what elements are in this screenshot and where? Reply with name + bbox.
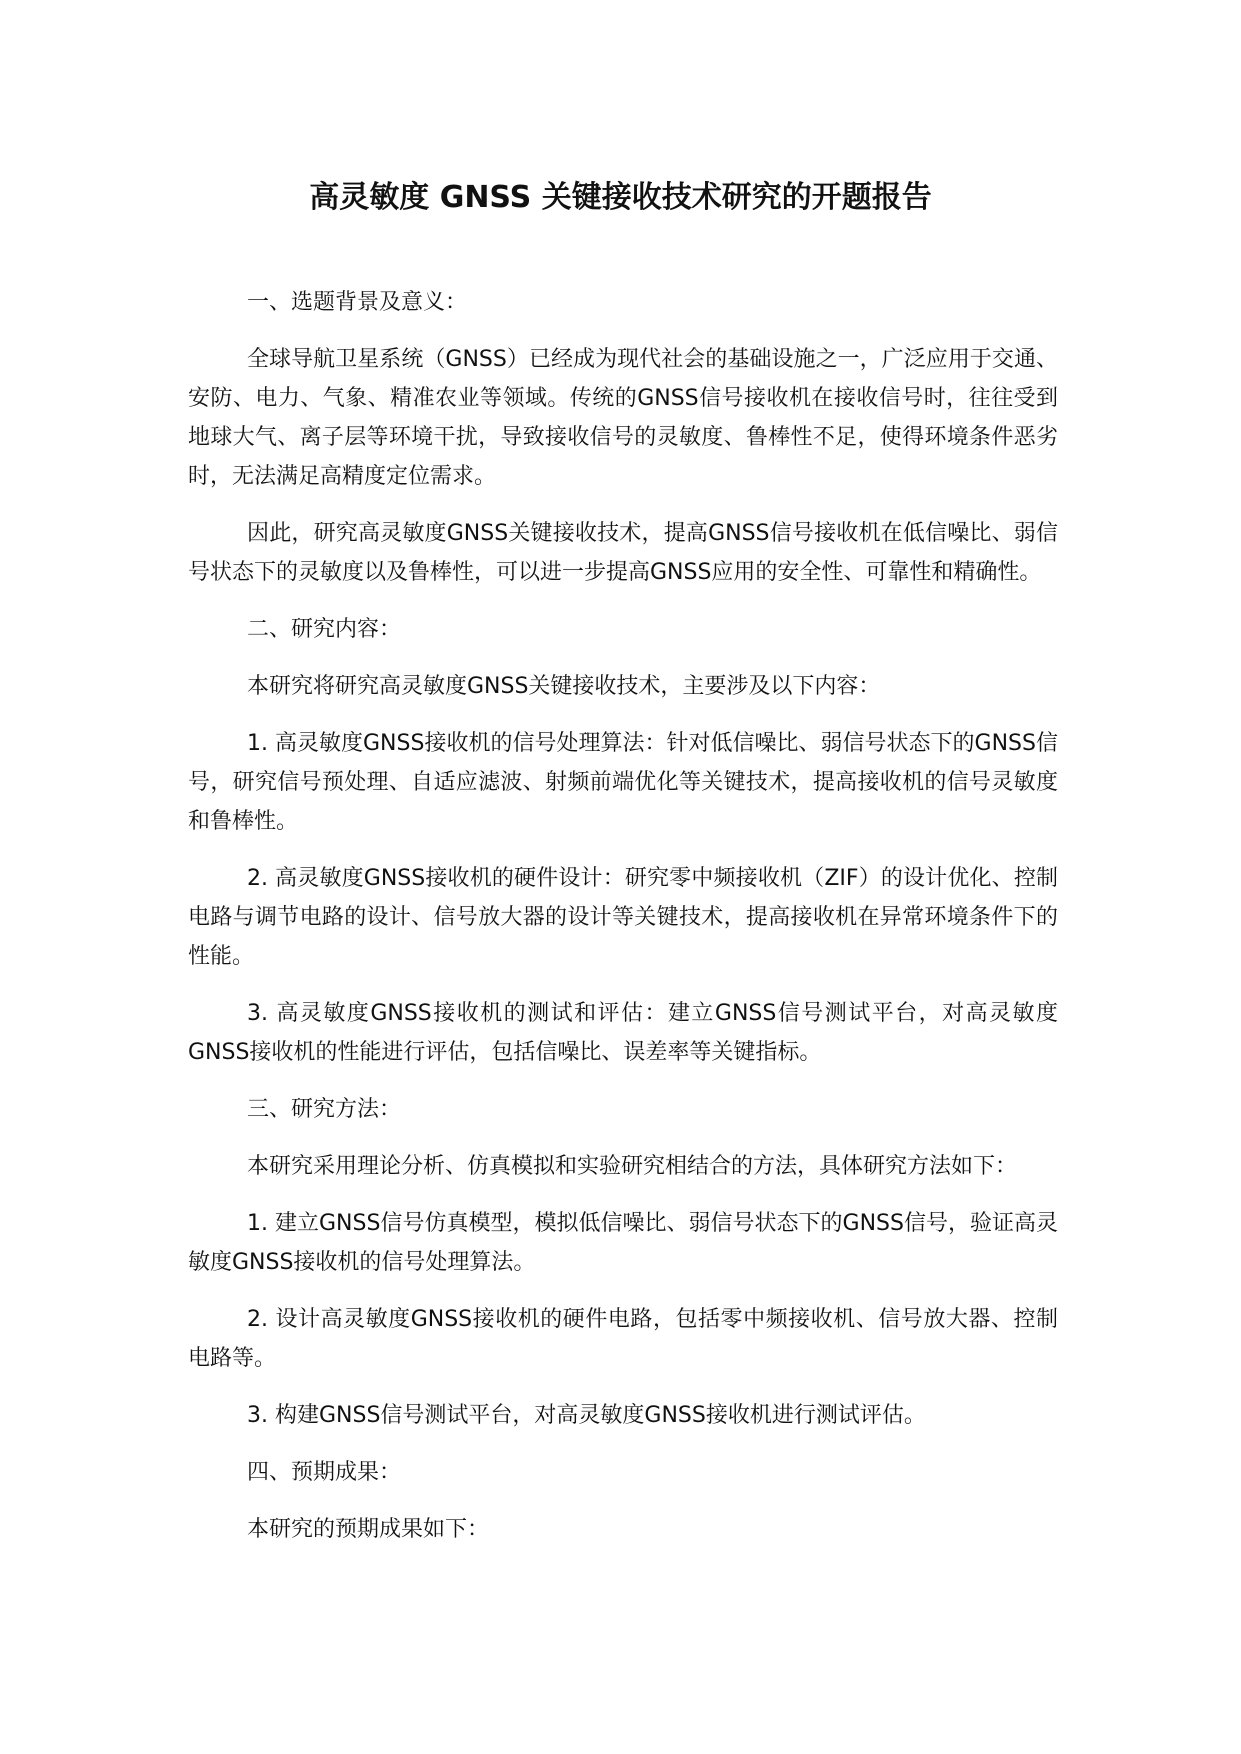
section-heading-method: 三、研究方法： (247, 1097, 402, 1122)
paragraph-background-1: 全球导航卫星系统（GNSS）已经成为现代社会的基础设施之一，广泛应用于交通、安防、电力、气象、精准农业等领域。传统的GNSS信号接收机在接收信号时，往往受到地球大气、离子层等环境干扰，导致接收信号的灵敏度、鲁棒性不足，使得环境条件恶劣时，无法满足高精度定位需求。 (188, 347, 1058, 489)
paragraph-content-item-1: 1. 高灵敏度GNSS接收机的信号处理算法：针对低信噪比、弱信号状态下的GNSS信号，研究信号预处理、自适应滤波、射频前端优化等关键技术，提高接收机的信号灵敏度和鲁棒性。 (188, 731, 1058, 834)
paragraph-method-intro: 本研究采用理论分析、仿真模拟和实验研究相结合的方法，具体研究方法如下： (247, 1154, 1018, 1179)
paragraph-results-intro: 本研究的预期成果如下： (247, 1517, 490, 1542)
section-heading-content: 二、研究内容： (247, 617, 402, 642)
paragraph-background-2: 因此，研究高灵敏度GNSS关键接收技术，提高GNSS信号接收机在低信噪比、弱信号状态下的灵敏度以及鲁棒性，可以进一步提高GNSS应用的安全性、可靠性和精确性。 (188, 521, 1058, 585)
paragraph-method-item-2: 2. 设计高灵敏度GNSS接收机的硬件电路，包括零中频接收机、信号放大器、控制电路等。 (188, 1307, 1058, 1371)
paragraph-method-item-3: 3. 构建GNSS信号测试平台，对高灵敏度GNSS接收机进行测试评估。 (247, 1403, 926, 1428)
section-heading-results: 四、预期成果： (247, 1460, 402, 1485)
paragraph-method-item-1: 1. 建立GNSS信号仿真模型，模拟低信噪比、弱信号状态下的GNSS信号，验证高灵敏度GNSS接收机的信号处理算法。 (188, 1211, 1058, 1275)
document-body (188, 283, 1058, 1549)
paragraph-content-item-2: 2. 高灵敏度GNSS接收机的硬件设计：研究零中频接收机（ZIF）的设计优化、控制电路与调节电路的设计、信号放大器的设计等关键技术，提高接收机在异常环境条件下的性能。 (188, 866, 1058, 969)
paragraph-content-item-3: 3. 高灵敏度GNSS接收机的测试和评估：建立GNSS信号测试平台，对高灵敏度GNSS接收机的性能进行评估，包括信噪比、误差率等关键指标。 (188, 1001, 1058, 1065)
document-title: 高灵敏度 GNSS 关键接收技术研究的开题报告 (309, 180, 932, 215)
paragraph-content-intro: 本研究将研究高灵敏度GNSS关键接收技术，主要涉及以下内容： (247, 674, 881, 699)
section-heading-background: 一、选题背景及意义： (247, 290, 468, 315)
